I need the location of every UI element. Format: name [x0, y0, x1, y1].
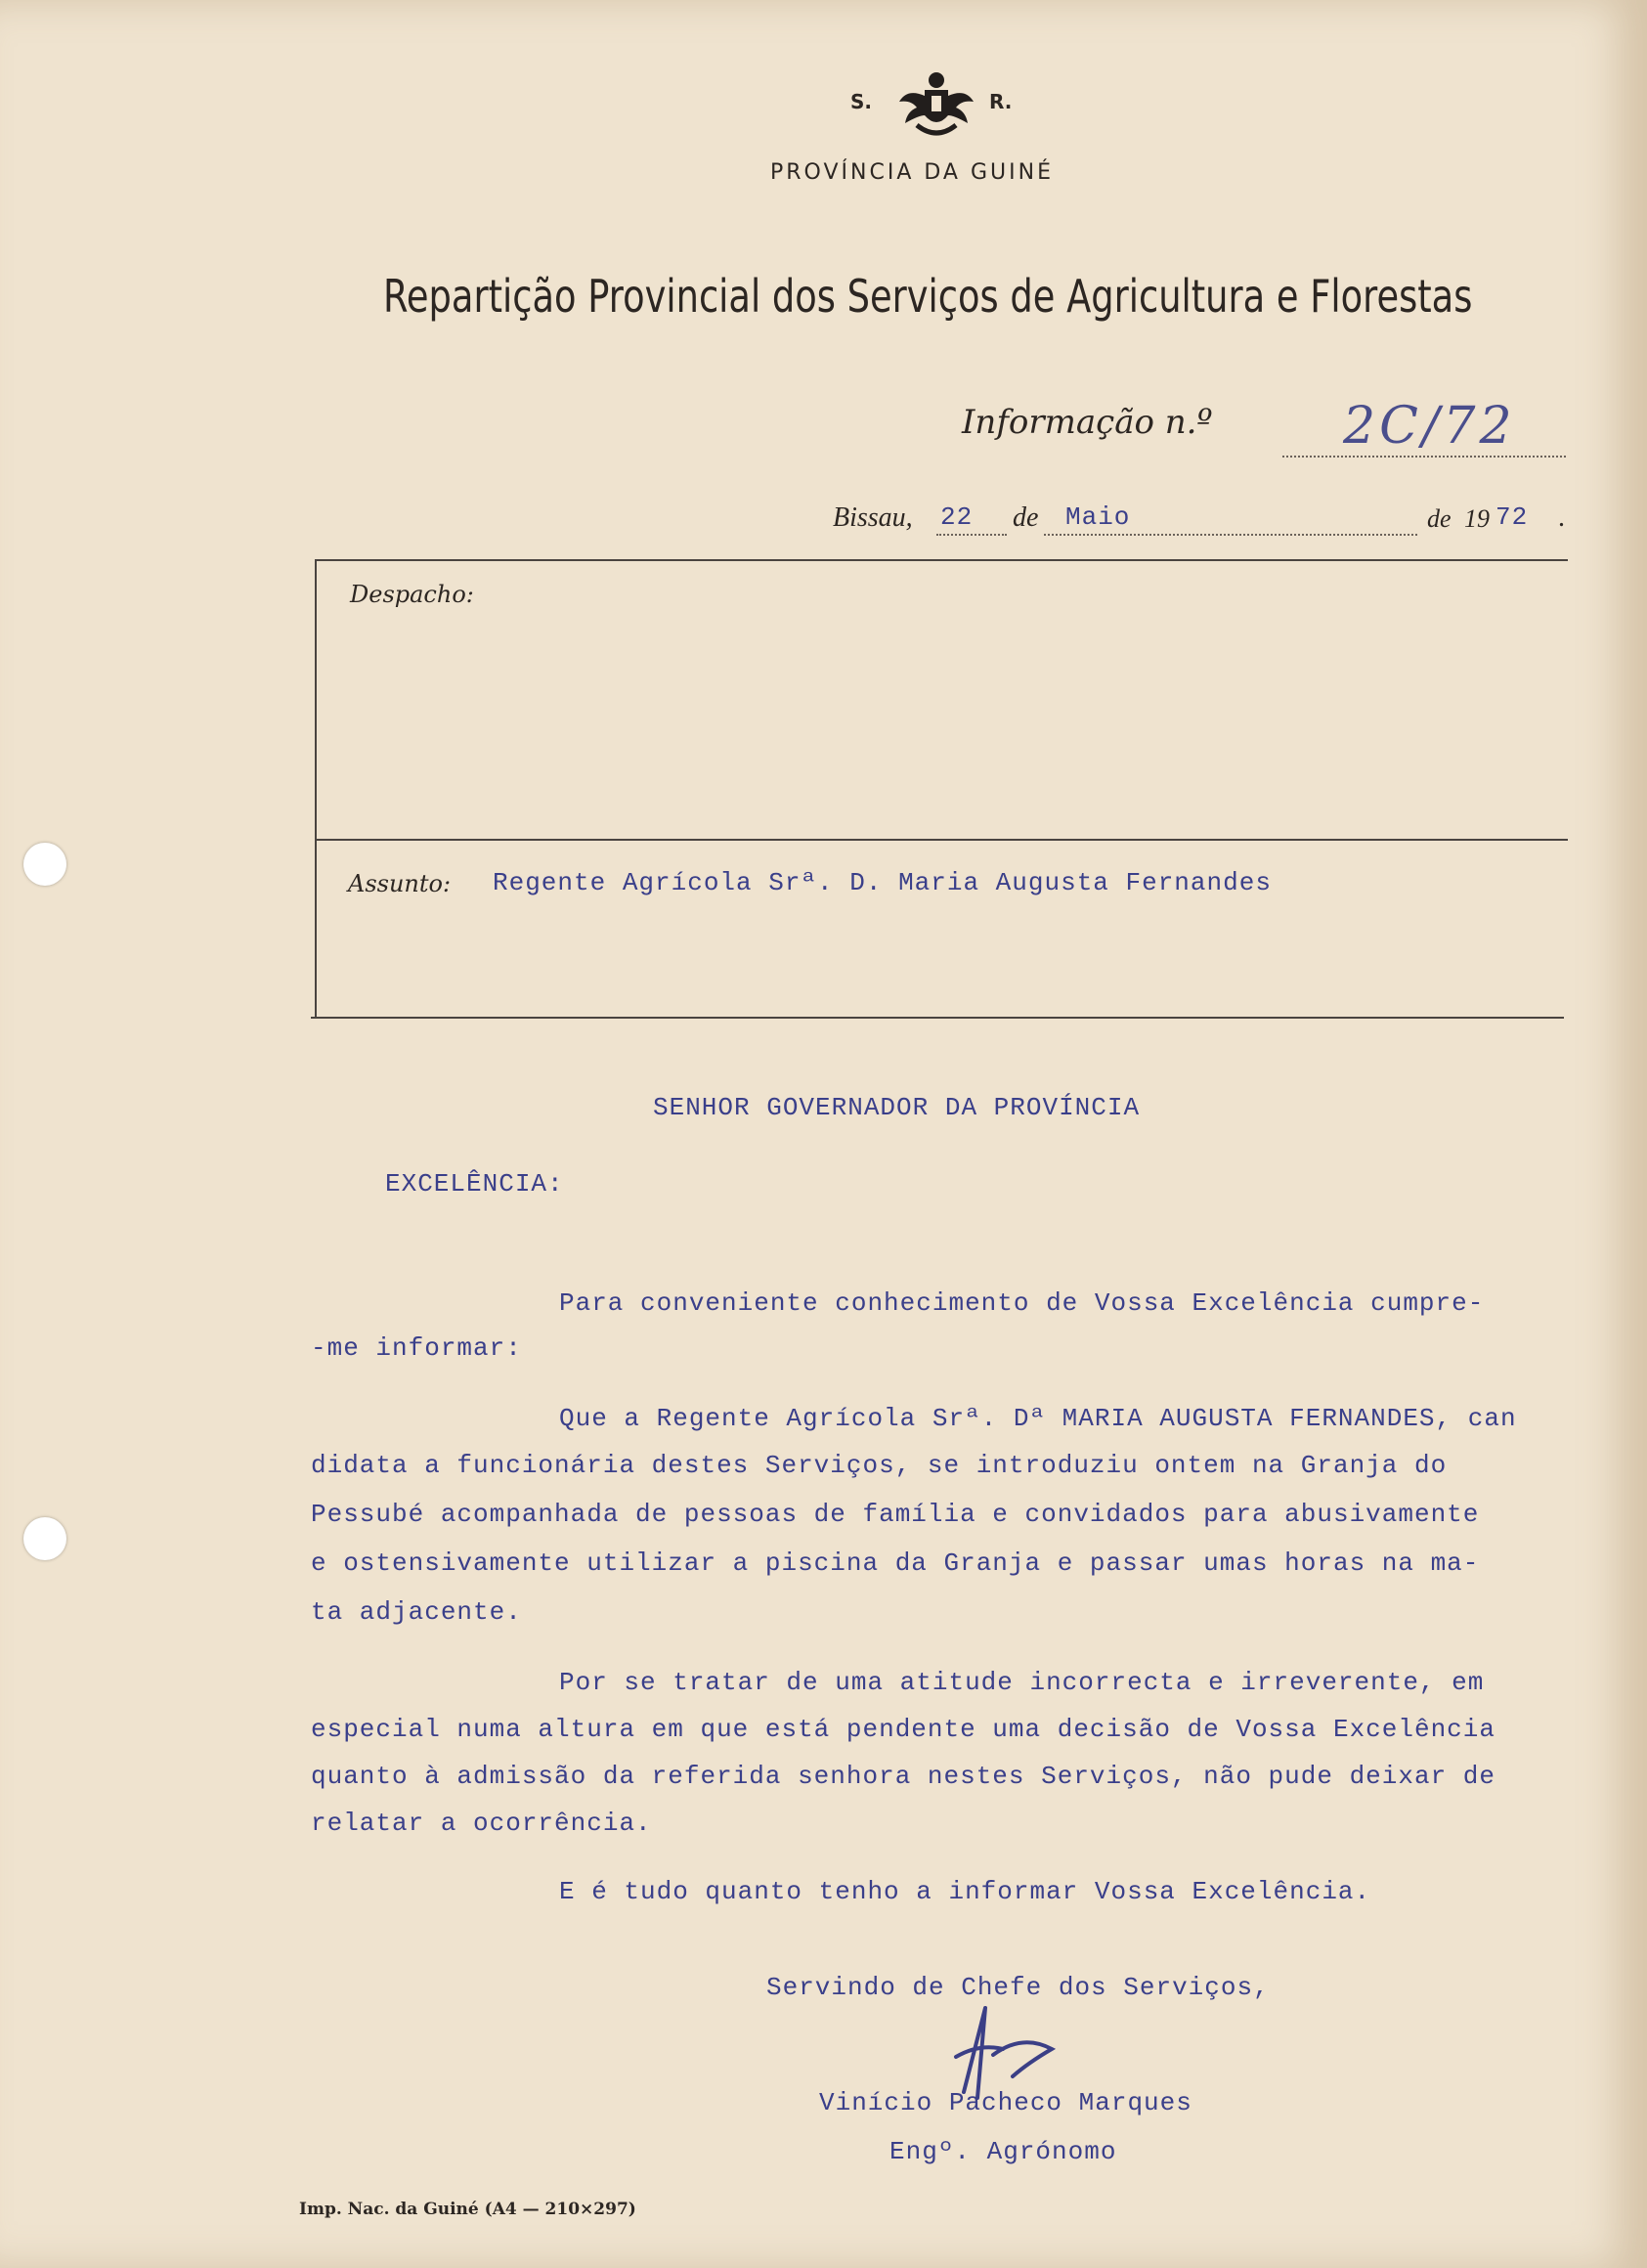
date-day: 22 [940, 502, 974, 532]
info-number-line [1282, 456, 1566, 458]
date-month: Maio [1065, 502, 1131, 532]
signature-name: Vinício Pacheco Marques [819, 2088, 1192, 2117]
assunto-text: Regente Agrícola Srª. D. Maria Augusta Fernandes [493, 868, 1272, 897]
p2-line-2: didata a funcionária destes Serviços, se introduziu ontem na Granja do [311, 1451, 1448, 1480]
header-letter-s: S. [850, 90, 873, 113]
p3-line-1: Por se tratar de uma atitude incorrecta e irreverente, em [559, 1668, 1485, 1697]
signature-role: Servindo de Chefe dos Serviços, [766, 1973, 1270, 2002]
province-title: PROVÍNCIA DA GUINÉ [770, 160, 1054, 185]
date-year-suffix: 72 [1495, 502, 1529, 532]
info-number-value: 2C/72 [1343, 397, 1516, 456]
box-bottom-rule [311, 1017, 1564, 1019]
info-number-label: Informação n.º [962, 403, 1213, 442]
header-letter-r: R. [989, 90, 1013, 113]
p2-line-5: ta adjacente. [311, 1597, 522, 1627]
date-end: . [1558, 502, 1565, 533]
p2-line-3: Pessubé acompanhada de pessoas de família e convidados para abusivamente [311, 1500, 1480, 1529]
despacho-label: Despacho: [350, 581, 474, 608]
date-place: Bissau, [833, 502, 913, 533]
p3-line-3: quanto à admissão da referida senhora nestes Serviços, não pude deixar de [311, 1762, 1495, 1791]
p2-line-4: e ostensivamente utilizar a piscina da Granja e passar umas horas na ma- [311, 1548, 1480, 1578]
date-year-prefix: 19 [1464, 504, 1490, 533]
p4-line-1: E é tudo quanto tenho a informar Vossa Excelência. [559, 1877, 1371, 1906]
date-month-line [1044, 534, 1417, 536]
department-title: Repartição Provincial dos Serviços de Agricultura e Florestas [383, 270, 1473, 323]
date-de-2: de [1427, 504, 1452, 533]
p1-line-1: Para conveniente conhecimento de Vossa Excelência cumpre- [559, 1288, 1485, 1318]
box-middle-rule [315, 839, 1568, 841]
addressee: SENHOR GOVERNADOR DA PROVÍNCIA [653, 1093, 1141, 1122]
binder-hole-bottom [23, 1517, 66, 1560]
box-left-rule [315, 559, 317, 1019]
salutation: EXCELÊNCIA: [385, 1169, 564, 1199]
p3-line-2: especial numa altura em que está pendente uma decisão de Vossa Excelência [311, 1715, 1495, 1744]
handwritten-signature-icon [934, 1994, 1071, 2102]
signature-title: Engº. Agrónomo [889, 2137, 1117, 2166]
p1-line-2: -me informar: [311, 1333, 522, 1363]
box-top-rule [315, 559, 1568, 561]
date-de-1: de [1013, 502, 1039, 533]
printer-footer: Imp. Nac. da Guiné (A4 — 210×297) [299, 2200, 636, 2219]
p3-line-4: relatar a ocorrência. [311, 1809, 652, 1838]
date-day-line [936, 534, 1007, 536]
coat-of-arms-icon [895, 68, 977, 143]
assunto-label: Assunto: [348, 870, 452, 897]
p2-line-1: Que a Regente Agrícola Srª. Dª MARIA AUGUSTA FERNANDES, can [559, 1404, 1517, 1433]
binder-hole-top [23, 843, 66, 886]
